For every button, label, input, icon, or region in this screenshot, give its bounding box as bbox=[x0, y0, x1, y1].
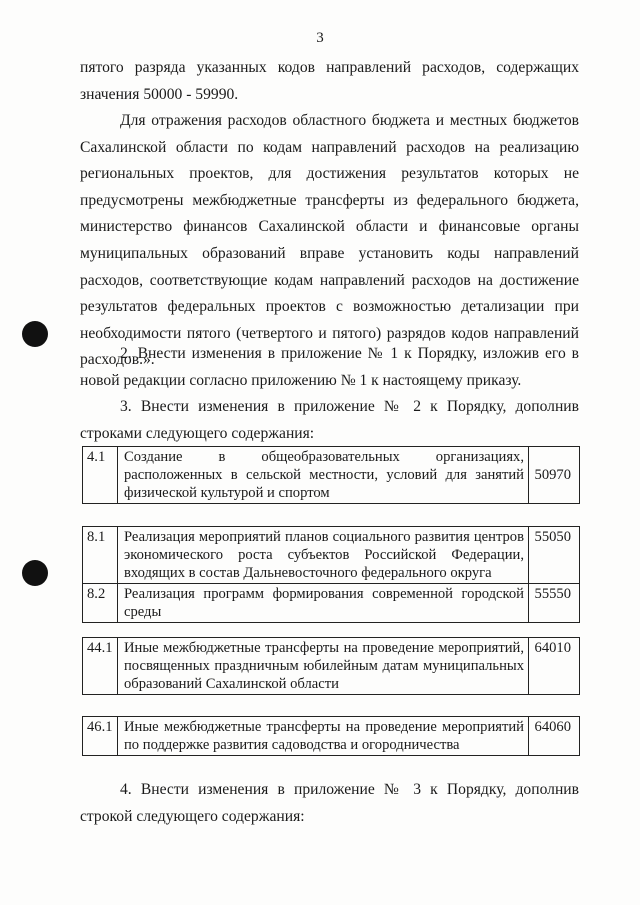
row-number: 44.1 bbox=[83, 638, 118, 695]
paragraph-item-4: 4. Внести изменения в приложение № 3 к Порядку, дополнив строкой следующего содержания: bbox=[80, 781, 579, 825]
table-row bbox=[83, 527, 580, 584]
row-number: 46.1 bbox=[83, 717, 118, 756]
table-row bbox=[83, 717, 580, 756]
row-code: 64010 bbox=[529, 638, 580, 695]
codes-table-4 bbox=[82, 716, 580, 756]
row-description: Создание в общеобразовательных организациях, расположенных в сельской местности, условий для занятий физической культурой и спортом bbox=[118, 447, 529, 504]
codes-table-1 bbox=[82, 446, 580, 504]
row-description: Реализация мероприятий планов социального развития центров экономического роста субъектов Российской Федерации, входящих в состав Дальневосточного федерального округа bbox=[118, 527, 529, 584]
row-number: 8.2 bbox=[83, 584, 118, 623]
row-code: 64060 bbox=[529, 717, 580, 756]
row-number: 4.1 bbox=[83, 447, 118, 504]
binder-hole-mark bbox=[22, 560, 48, 586]
page-number: 3 bbox=[316, 30, 324, 46]
table-row bbox=[83, 584, 580, 623]
paragraph-item-2: 2. Внести изменения в приложение № 1 к Порядку, изложив его в новой редакции согласно приложению № 1 к настоящему приказу. bbox=[80, 345, 579, 389]
table-row bbox=[83, 447, 580, 504]
paragraph-continuation: пятого разряда указанных кодов направлений расходов, содержащих значения 50000 - 59990. bbox=[80, 59, 579, 103]
row-code: 55550 bbox=[529, 584, 580, 623]
row-description: Иные межбюджетные трансферты на проведение мероприятий по поддержке развития садоводства и огородничества bbox=[118, 717, 529, 756]
row-code: 50970 bbox=[529, 447, 580, 504]
row-code: 55050 bbox=[529, 527, 580, 584]
row-number: 8.1 bbox=[83, 527, 118, 584]
paragraph-regional-projects: Для отражения расходов областного бюджета и местных бюджетов Сахалинской области по кодам направлений расходов на реализацию региональных проектов, для достижения результатов которых не предусмотрены межбюджетные трансферты из федерального бюджета, министерство финансов Сахалинской области и финансовые органы муниципальных образований вправе установить коды направлений расходов, соответствующие кодам направлений расходов на достижение результатов федеральных проектов с возможностью детализации при необходимости пятого (четвертого и пятого) разрядов кодов направлений расходов.». bbox=[80, 112, 579, 369]
table-row bbox=[83, 638, 580, 695]
row-description: Иные межбюджетные трансферты на проведение мероприятий, посвященных праздничным юбилейным датам муниципальных образований Сахалинской области bbox=[118, 638, 529, 695]
binder-hole-mark bbox=[22, 321, 48, 347]
codes-table-3 bbox=[82, 637, 580, 695]
paragraph-item-3: 3. Внести изменения в приложение № 2 к Порядку, дополнив строками следующего содержания: bbox=[80, 398, 579, 442]
codes-table-2 bbox=[82, 526, 580, 623]
row-description: Реализация программ формирования современной городской среды bbox=[118, 584, 529, 623]
